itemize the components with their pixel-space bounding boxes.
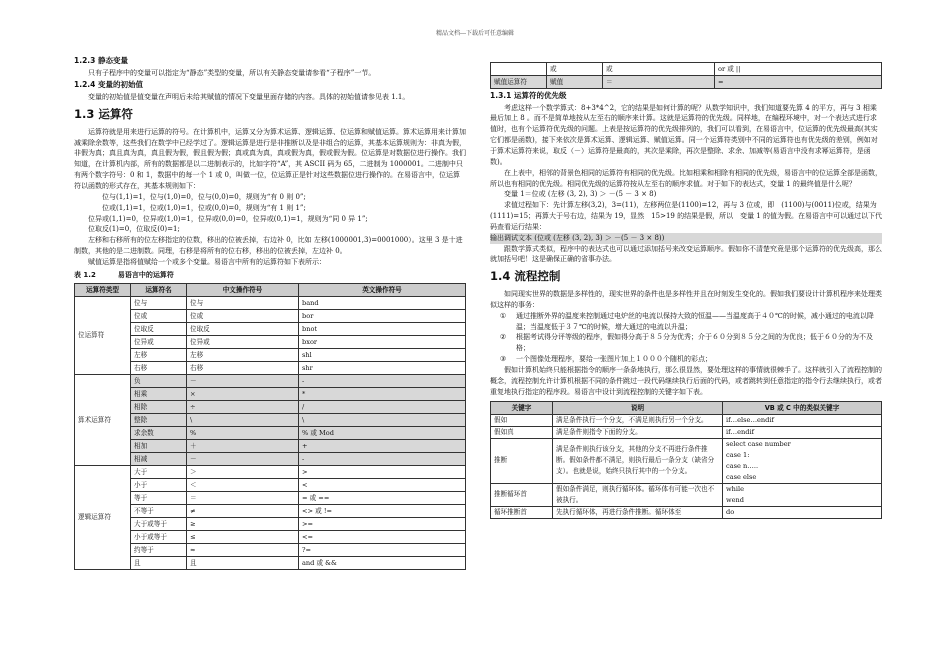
list-number: ① xyxy=(499,311,507,320)
table-cell: 位取反 xyxy=(187,322,299,335)
table-row xyxy=(491,506,882,518)
header-cell: VB 或 C 中的类似关键字 xyxy=(723,401,882,414)
table-cell: 左移 xyxy=(131,348,187,361)
paragraph-operators-intro: 运算符就是用来进行运算的符号。在计算机中，运算又分为算术运算、逻辑运算、位运算和赋值运算。算术运算用来计算加减乘除余数等，这些我们在数学中已经学过了。逻辑运算是进行是非推断以及是非组合的运算，其基本运算规则为：非真为假，非假为真；真且真为真，真且假为假，假且假为假；真或真为真，真或假为真，假或假为假。位运算是对数据位进行操作。我们知道，在计算机内部，所有的数据都是以二进制表示的，比如字符“A”，其 ASCII 码为 65，二进制为 1000001。二进制中只有两个数字符号：0 和 1，数据中的每一个 1 或 0，叫做一位，位运算正是针对这些数据位进行操作的。在易语言中，位运算符以函数的形式存在，其基本规则如下： xyxy=(74,127,466,190)
table-cell: 满足条件则指令下面的分支。 xyxy=(553,426,723,438)
table-cell: 大于 xyxy=(131,465,187,478)
table-cell: select case number case 1: case n….. case else xyxy=(723,438,882,483)
operators-table-continued xyxy=(490,62,882,89)
table-cell: band xyxy=(299,296,466,309)
table-title: 易语言中的运算符 xyxy=(117,270,174,279)
table-row xyxy=(491,438,882,483)
table-cell: × xyxy=(187,387,299,400)
table-cell: - xyxy=(299,452,466,465)
table-row xyxy=(75,309,466,322)
table-cell: 大于或等于 xyxy=(131,517,187,530)
table-row xyxy=(75,504,466,517)
header-cell: 英文操作符号 xyxy=(299,283,466,296)
operator-type-cell: 逻辑运算符 xyxy=(75,465,131,569)
table-cell: + xyxy=(299,439,466,452)
table-cell: bor xyxy=(299,309,466,322)
section-heading-1-4: 1.4 流程控制 xyxy=(490,269,561,284)
table-cell: 推断循环首 xyxy=(491,483,553,506)
table-row xyxy=(75,530,466,543)
table-row xyxy=(491,63,882,76)
table-cell: 位或 xyxy=(131,309,187,322)
table-cell: shr xyxy=(299,361,466,374)
list-text: 根据考试得分评等级的程序，假如得分高于８５分为优秀；介于６０分到８５分之间的为优良；低于６０分的为不及格； xyxy=(516,333,873,353)
table-cell: 满足条件则执行该分支，其他的分支不再进行条件推断。假如条件都不满足，则执行最后一条分支（缺省分支）。也就是说，始终只执行其中的一个分支。 xyxy=(553,438,723,483)
table-cell: ≈ xyxy=(187,543,299,556)
paragraph-shift: 左移和右移所有的位左移指定的位数，移出的位被丢掉，右边补 0，比如 左移(1000001,3)=0001000）。这里 3 是十进制数，其他的是二进制数。同理，右移是将所有的位右移，移出的位被丢掉，左边补 0。 xyxy=(74,236,463,256)
table-cell: 左移 xyxy=(187,348,299,361)
table-row xyxy=(75,335,466,348)
table-cell: and 或 && xyxy=(299,556,466,569)
header-cell: 说明 xyxy=(553,401,723,414)
table-cell: 相除 xyxy=(131,400,187,413)
table-cell: ＞ xyxy=(187,465,299,478)
list-number: ② xyxy=(499,333,507,342)
table-cell: % 或 Mod xyxy=(299,426,466,439)
table-cell: 假如条件满足，则执行循环体。循环体有可能一次也不被执行。 xyxy=(553,483,723,506)
table-cell: ≠ xyxy=(187,504,299,517)
header-cell: 运算符名 xyxy=(131,283,187,296)
table-cell: － xyxy=(187,374,299,387)
table-cell: 位异或 xyxy=(131,335,187,348)
table-row xyxy=(491,483,882,506)
rule-bor: 位或(1,1)=1，位或(1,0)=1，位或(0,0)=0，规则为“有 1 则 1”; xyxy=(102,203,306,212)
table-row xyxy=(75,543,466,556)
table-cell: do xyxy=(723,506,882,518)
table-cell: >= xyxy=(299,517,466,530)
table-cell: \ xyxy=(299,413,466,426)
list-text: 通过推断外界的温度来控制通过电炉丝的电流以保持大致的恒温——当温度高于４０℃的时候，减小通过的电流以降温；当温度低于３７℃的时候，增大通过的电流以升温； xyxy=(516,311,874,331)
table-cell: 先执行循环体，再进行条件推断。循环体至 xyxy=(553,506,723,518)
list-item xyxy=(490,354,882,365)
paragraph-precedence-d: 跟数学算式类似，程序中的表达式也可以通过添加括号来改变运算顺序。假如你不清楚究竟是那个运算符的优先级高，那么就加括号吧！这是确保正确的省事办法。 xyxy=(490,244,882,264)
expression-example: 变量 1＝位或 (左移 (3, 2), 3) ＞ －(5 － 3 × 8) xyxy=(504,190,657,199)
paragraph-precedence-a: 考虑这样一个数学算式：8+3*4^2，它的结果是如何计算的呢？从数学知识中，我们知道要先算 4 的平方，再与 3 相乘最后加上 8 。而不是简单地按从左至右的顺序来计算。这就是运算符的优先级。同样地，在编程环境中，对一个表达式进行求值时，也有个运算符优先级的问题。上表是按运算符的优先级排列的，我们可以看到，在易语言中，位运算的优先级最高(其实它们都是函数)，接下来依次是算术运算、逻辑运算、赋值运算。同一个运算符类别中不同的运算符也有优先级的差别，例如对于算术运算符来说，取反（－）运算符是最高的，其次是乘除，再次是整除、求余、加减等(易语言中没有求幂运算符，是函数)。 xyxy=(490,103,878,166)
table-cell: 不等于 xyxy=(131,504,187,517)
table-cell: ＝ xyxy=(187,491,299,504)
page-header: 精品文档---下载后可任意编辑 xyxy=(435,30,515,37)
table-cell: 循环推断首 xyxy=(491,506,553,518)
table-row xyxy=(75,296,466,309)
table-cell: ＜ xyxy=(187,478,299,491)
table-cell: 赋值 xyxy=(547,76,603,89)
table-cell: 相减 xyxy=(131,452,187,465)
table-cell: ?= xyxy=(299,543,466,556)
table-cell: * xyxy=(299,387,466,400)
table-row xyxy=(75,517,466,530)
flow-control-table xyxy=(490,401,882,519)
header-cell: 中文操作符号 xyxy=(187,283,299,296)
table-cell: if…endif xyxy=(723,426,882,438)
table-row xyxy=(75,556,466,569)
table-cell: 假如真 xyxy=(491,426,553,438)
table-cell: 求余数 xyxy=(131,426,187,439)
table-caption xyxy=(74,270,466,281)
table-cell: = xyxy=(715,76,882,89)
table-row xyxy=(491,426,882,438)
operator-type-cell: 位运算符 xyxy=(75,296,131,374)
table-number: 表 1.2 xyxy=(74,270,96,279)
table-cell: ＋ xyxy=(187,439,299,452)
table-cell: 相乘 xyxy=(131,387,187,400)
table-row xyxy=(75,322,466,335)
table-cell: \ xyxy=(187,413,299,426)
table-cell: 满足条件执行一个分支，不满足则执行另一个分支。 xyxy=(553,414,723,426)
table-row xyxy=(75,413,466,426)
table-row xyxy=(75,491,466,504)
flow-table-header xyxy=(491,401,882,414)
paragraph-precedence-b: 在上表中，相邻的背景色相同的运算符有相同的优先级。比如相乘和相除有相同的优先级，易语言中的位运算全部是函数，所以也有相同的优先级。相同优先级的运算符按从左至右的顺序求值。对于如下的表达式，变量 1 的最终值是什么呢？ xyxy=(490,168,882,188)
table-cell: bnot xyxy=(299,322,466,335)
table-cell: 等于 xyxy=(131,491,187,504)
rule-bnot: 位取反(1)=0，位取反(0)=1; xyxy=(88,225,180,234)
table-cell: 位与 xyxy=(187,296,299,309)
table-cell: bxor xyxy=(299,335,466,348)
section-heading-1-3-1: 1.3.1 运算符的优先级 xyxy=(490,91,567,100)
table-cell: % xyxy=(187,426,299,439)
table-cell: ≤ xyxy=(187,530,299,543)
table-cell: 位异或 xyxy=(187,335,299,348)
table-cell: shl xyxy=(299,348,466,361)
table-cell: － xyxy=(187,452,299,465)
table-cell: 推断 xyxy=(491,438,553,483)
table-row xyxy=(75,452,466,465)
table-cell: = 或 == xyxy=(299,491,466,504)
table-cell: 位与 xyxy=(131,296,187,309)
section-heading-1-2-3: 1.2.3 静态变量 xyxy=(74,56,128,65)
table-row xyxy=(491,414,882,426)
table-cell: 小于 xyxy=(131,478,187,491)
list-text: 一个图像处理程序，要给一张图片加上１０００个随机的彩点； xyxy=(516,355,712,364)
list-item xyxy=(490,332,882,354)
table-cell: ≥ xyxy=(187,517,299,530)
paragraph-static-variable: 只有子程序中的变量可以指定为“静态”类型的变量，所以有关静态变量请参看“子程序”一节。 xyxy=(88,68,376,77)
paragraph-initial-value: 变量的初始值是值变量在声明后未给其赋值的情况下变量里面存储的内容。具体的初始值请参见表 1.1。 xyxy=(88,93,410,102)
table-cell: if…else…endif xyxy=(723,414,882,426)
table-cell: 右移 xyxy=(131,361,187,374)
table-cell: 赋值运算符 xyxy=(491,76,547,89)
table-cell: 且 xyxy=(187,556,299,569)
table-cell: ＝ xyxy=(603,76,715,89)
table-cell: 或 xyxy=(547,63,603,76)
paragraph-precedence-c: 求值过程如下：先计算左移(3,2)，3=(11)，左移两位是(1100)=12，再与 3 位或，即 (1100)与(0011)位或，结果为(1111)=15；再算大于号右边，结果为 19，显然 15>19 的结果是假，所以 变量 1 的值为假。在易语言中可以通过以下代码查看运行结果： xyxy=(490,201,882,231)
table-row xyxy=(75,348,466,361)
table-cell xyxy=(491,63,547,76)
table-cell: < xyxy=(299,478,466,491)
table-row xyxy=(75,400,466,413)
table-cell: or 或 || xyxy=(715,63,882,76)
rule-band: 位与(1,1)=1，位与(1,0)=0，位与(0,0)=0，规则为“有 0 则 0”; xyxy=(102,192,306,201)
list-number: ③ xyxy=(499,355,507,364)
table-cell: 约等于 xyxy=(131,543,187,556)
section-heading-1-3: 1.3 运算符 xyxy=(74,106,133,121)
table-cell: 右移 xyxy=(187,361,299,374)
table-cell: 小于或等于 xyxy=(131,530,187,543)
table-row xyxy=(75,374,466,387)
table-row xyxy=(491,76,882,89)
table-cell: 相加 xyxy=(131,439,187,452)
rule-bxor: 位异或(1,1)=0，位异或(1,0)=1，位异或(0,0)=0，位异或(0,1)=1，规则为“同 0 异 1”; xyxy=(88,214,368,223)
list-item xyxy=(490,311,882,333)
table-cell: <= xyxy=(299,530,466,543)
section-heading-1-2-4: 1.2.4 变量的初始值 xyxy=(74,80,143,90)
paragraph-assign: 赋值运算是指将值赋给一个或多个变量。易语言中所有的运算符如下表所示： xyxy=(88,257,326,266)
paragraph-flow-control: 假如计算机始终只能根据指令的顺序一条条地执行，那么很显然，要处理这样的事情就很棘手了。这样就引入了流程控制的概念，流程控制允许计算机根据不同的条件跳过一段代码继续执行后面的代码，或者跳转到任意指定的指令行去继续执行，或者重复地执行指定的程序段。易语言中设计到流程控制的关键字如下表。 xyxy=(490,366,882,396)
header-cell: 运算符类型 xyxy=(75,283,131,296)
table-cell: 位或 xyxy=(187,309,299,322)
table-row xyxy=(75,426,466,439)
table-row xyxy=(75,387,466,400)
table-cell: 整除 xyxy=(131,413,187,426)
left-column xyxy=(74,54,466,570)
table-row xyxy=(75,478,466,491)
right-column xyxy=(490,54,882,519)
table-cell: 或 xyxy=(603,63,715,76)
table-row xyxy=(75,361,466,374)
paragraph-flow-intro: 如同现实世界的数据是多样性的，现实世界的条件也是多样性并且在时刻发生变化的。假如我们要设计计算机程序来处理类似这样的事务： xyxy=(490,290,882,309)
operators-table-header xyxy=(75,283,466,296)
table-cell: 假如 xyxy=(491,414,553,426)
operators-table xyxy=(74,283,466,570)
table-cell: / xyxy=(299,400,466,413)
table-cell: 负 xyxy=(131,374,187,387)
header-cell: 关键字 xyxy=(491,401,553,414)
table-cell: - xyxy=(299,374,466,387)
table-cell: while wend xyxy=(723,483,882,506)
table-cell: 且 xyxy=(131,556,187,569)
table-cell: <> 或 != xyxy=(299,504,466,517)
table-row xyxy=(75,465,466,478)
table-cell: > xyxy=(299,465,466,478)
table-cell: ÷ xyxy=(187,400,299,413)
table-cell: 位取反 xyxy=(131,322,187,335)
code-line: 输出调试文本 (位或 (左移 (3, 2), 3) ＞ －(5 － 3 × 8)) xyxy=(490,233,882,244)
table-row xyxy=(75,439,466,452)
operator-type-cell: 算术运算符 xyxy=(75,374,131,465)
